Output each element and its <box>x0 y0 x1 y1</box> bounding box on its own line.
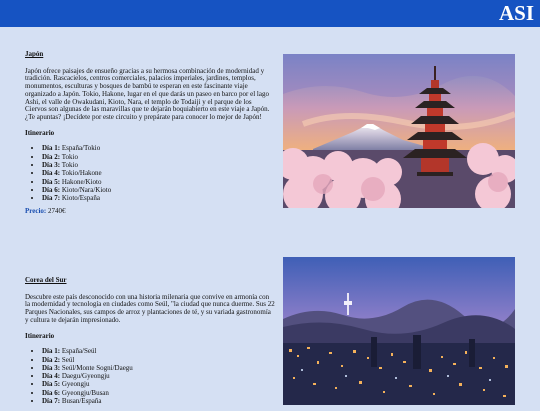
day-label: Día 3: <box>42 160 61 169</box>
itinerary-day <box>42 364 275 372</box>
day-route: Seúl <box>61 355 75 364</box>
itinerary-day <box>42 389 275 397</box>
itinerary-day <box>42 194 275 202</box>
itinerary-day <box>42 186 275 194</box>
section-title: Japón <box>25 50 44 58</box>
itinerary-list <box>25 144 275 202</box>
day-route: Tokio/Hakone <box>61 169 102 178</box>
itinerary-day <box>42 169 275 177</box>
day-route: España/Tokio <box>61 144 101 153</box>
day-route: Tokio <box>61 152 78 161</box>
day-route: Tokio <box>61 160 78 169</box>
itinerary-day <box>42 178 275 186</box>
itinerary-day <box>42 397 275 405</box>
section-title: Corea del Sur <box>25 276 67 284</box>
day-label: Día 2: <box>42 355 61 364</box>
day-route: Kioto/España <box>61 194 100 203</box>
day-label: Día 6: <box>42 185 61 194</box>
pagoda-fuji-photo <box>283 54 515 208</box>
tour-text-korea <box>25 277 275 411</box>
section-description: Descubre este país desconocido con una historia milenaria que convive en armonía con la modernidad y tecnología en ciudades como Seúl, "la ciudad que nunca duerme. Sus 22 Parques Nacionales, sus campos de arroz y plantaciones de té, y su variada gastronomía y cultura te dejarán impresionado. <box>25 292 275 324</box>
section-description: Japón ofrece paisajes de ensueño gracias a su hermosa combinación de modernidad y tradición. Rascacielos, centros comerciales, palacios imperiales, jardines, templos, monumentos, esculturas y bosques de bambú te esperan en este fascinante viaje organizado a Japón. Tokio, Hakone, lugar en el que darás un paseo en barco por el lago Ashi, el valle de Owakudani, Kioto, Nara, el templo de Todaiji y el parque de los Ciervos son algunas de las maravillas que te dejarán boquiabierto en este viaje a Japón. ¿Te apuntas? ¡Decídete por este circuito y prepárate para conocer lo mejor de Japón! <box>25 66 270 121</box>
day-label: Día 5: <box>42 380 61 389</box>
day-label: Día 7: <box>42 194 61 203</box>
price-value: 2740€ <box>48 207 66 216</box>
day-label: Día 4: <box>42 169 61 178</box>
itinerary-day <box>42 153 275 161</box>
day-label: Día 3: <box>42 363 61 372</box>
day-label: Día 7: <box>42 397 61 405</box>
day-label: Día 4: <box>42 372 61 381</box>
itinerary-day <box>42 347 275 355</box>
itinerary-day <box>42 356 275 364</box>
day-route: Gyeongju/Busan <box>61 388 109 397</box>
day-route: España/Seúl <box>61 347 97 356</box>
day-label: Día 5: <box>42 177 61 186</box>
itinerary-title: Itinerario <box>25 331 55 340</box>
header-bar <box>0 0 540 27</box>
day-route: Kioto/Nara/Kioto <box>61 185 112 194</box>
itinerary-day <box>42 144 275 152</box>
day-route: Daegu/Gyeongju <box>61 372 110 381</box>
itinerary-day <box>42 161 275 169</box>
day-label: Día 6: <box>42 388 61 397</box>
itinerary-day <box>42 380 275 388</box>
day-route: Hakone/Kioto <box>61 177 102 186</box>
price-line <box>25 208 275 216</box>
day-route: Busan/España <box>61 397 102 405</box>
header-title: ASI <box>498 1 534 25</box>
seoul-city-night-photo <box>283 257 515 405</box>
itinerary-list <box>25 347 275 405</box>
itinerary-title: Itinerario <box>25 128 55 137</box>
day-route: Gyeongju <box>61 380 90 389</box>
tour-text-japan <box>25 51 275 216</box>
day-label: Día 1: <box>42 144 61 153</box>
price-label: Precio: <box>25 207 47 216</box>
day-label: Día 2: <box>42 152 61 161</box>
itinerary-day <box>42 372 275 380</box>
day-label: Día 1: <box>42 347 61 356</box>
day-route: Seúl/Monte Sogni/Daegu <box>61 363 133 372</box>
